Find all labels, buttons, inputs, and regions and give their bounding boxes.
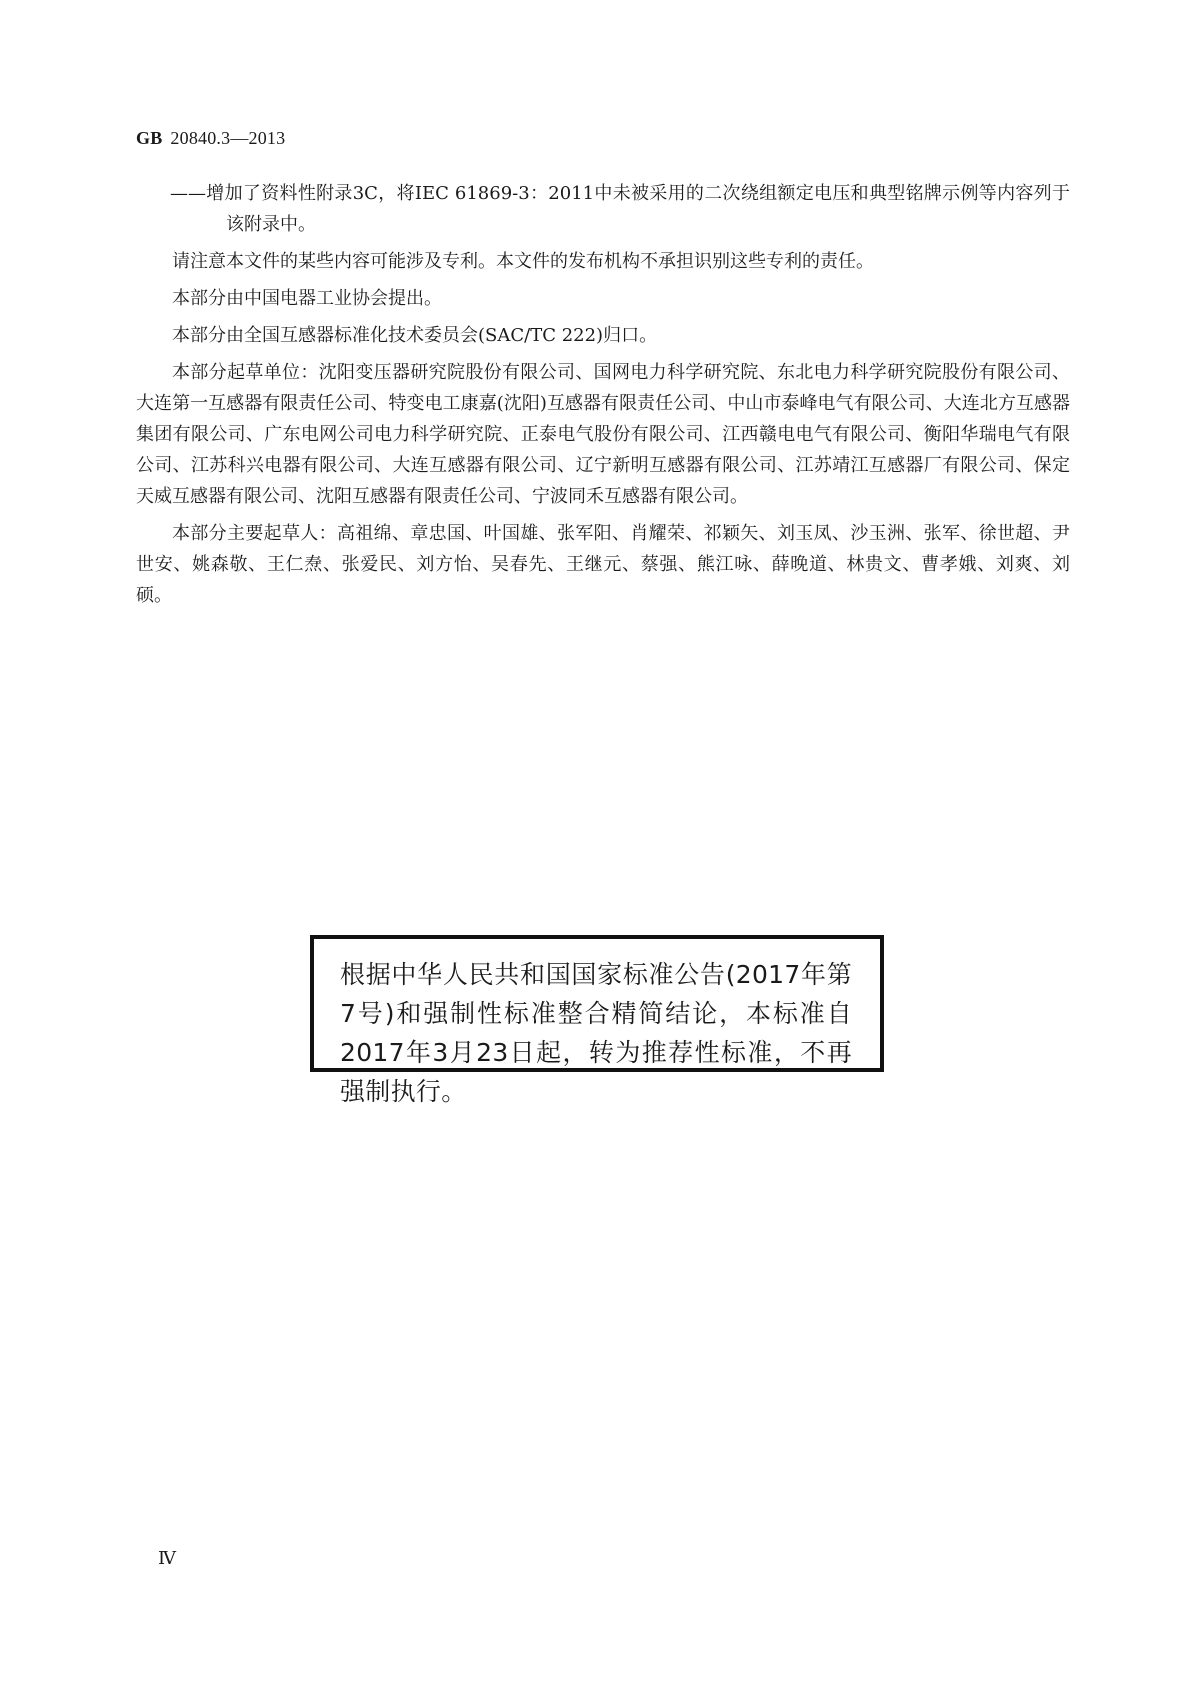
patent-notice-paragraph: 请注意本文件的某些内容可能涉及专利。本文件的发布机构不承担识别这些专利的责任。: [172, 251, 874, 272]
page-number: Ⅳ: [158, 1548, 176, 1568]
announcement-box: 根据中华人民共和国国家标准公告(2017年第7号)和强制性标准整合精简结论，本标准自2017年3月23日起，转为推荐性标准，不再强制执行。: [310, 935, 884, 1072]
body-text: [136, 178, 1070, 617]
standard-code: [136, 128, 285, 149]
committee-paragraph: 本部分由全国互感器标准化技术委员会(SAC/TC 222)归口。: [172, 325, 658, 346]
dash-list-item: ——增加了资料性附录3C，将IEC 61869-3：2011中未被采用的二次绕组额定电压和典型铭牌示例等内容列于该附录中。: [170, 183, 1070, 235]
standard-number: 20840.3—2013: [170, 128, 286, 148]
proposer-paragraph: 本部分由中国电器工业协会提出。: [172, 288, 442, 309]
drafters-paragraph: 本部分主要起草人：高祖绵、章忠国、叶国雄、张军阳、肖耀荣、祁颖矢、刘玉凤、沙玉洲、张军、徐世超、尹世安、姚森敬、王仁焘、张爱民、刘方怡、吴春先、王继元、蔡强、熊江咏、薛晚道、林贵文、曹孝娥、刘爽、刘硕。: [136, 523, 1070, 606]
standard-prefix: GB: [136, 128, 163, 148]
drafting-units-paragraph: 本部分起草单位：沈阳变压器研究院股份有限公司、国网电力科学研究院、东北电力科学研究院股份有限公司、大连第一互感器有限责任公司、特变电工康嘉(沈阳)互感器有限责任公司、中山市泰峰电气有限公司、大连北方互感器集团有限公司、广东电网公司电力科学研究院、正泰电气股份有限公司、江西赣电电气有限公司、衡阳华瑞电气有限公司、江苏科兴电器有限公司、大连互感器有限公司、辽宁新明互感器有限公司、江苏靖江互感器厂有限公司、保定天威互感器有限公司、沈阳互感器有限责任公司、宁波同禾互感器有限公司。: [136, 362, 1070, 507]
